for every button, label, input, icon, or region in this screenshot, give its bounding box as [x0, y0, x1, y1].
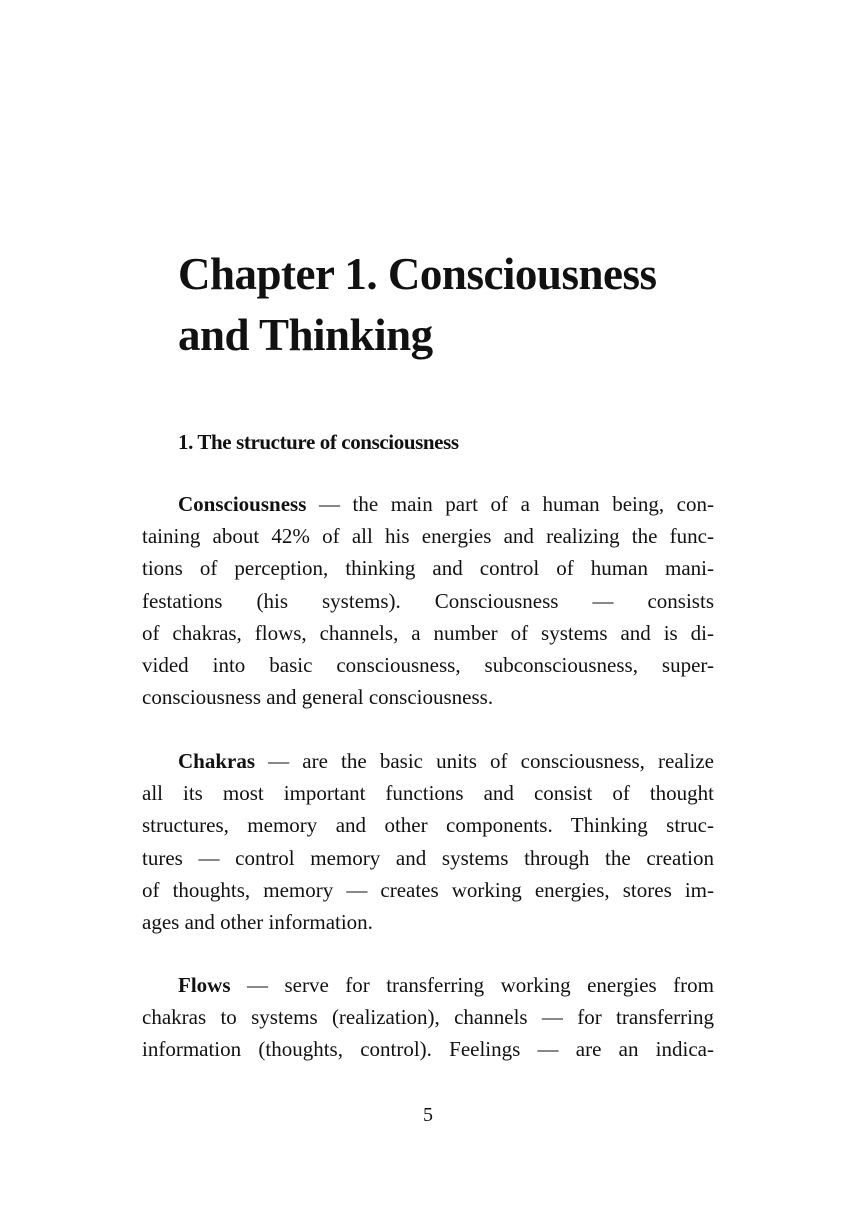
- paragraph-line: [142, 488, 714, 520]
- paragraph-line: chakras to systems (realization), channels — for transferring: [142, 1005, 714, 1030]
- paragraph-line: consciousness and general consciousness.: [142, 685, 494, 710]
- paragraph-line: of chakras, flows, channels, a number of systems and is di-: [142, 620, 714, 645]
- paragraph-line: tures — control memory and systems through the creation: [142, 845, 714, 870]
- paragraph-chakras: [142, 745, 714, 938]
- paragraph-line: [142, 745, 714, 777]
- chapter-title-line-2: and Thinking: [178, 310, 433, 360]
- paragraph-line: all its most important functions and consist of thought: [142, 781, 714, 806]
- paragraph-consciousness: [142, 488, 714, 713]
- term-chakras: Chakras: [178, 749, 256, 773]
- paragraph-line: festations (his systems). Consciousness — consists: [142, 588, 714, 613]
- paragraph-line: [142, 969, 714, 1001]
- chapter-title-line-1: Chapter 1. Consciousness: [178, 249, 657, 299]
- paragraph-line: of thoughts, memory — creates working energies, stores im-: [142, 877, 714, 902]
- paragraph-line: structures, memory and other components. Thinking struc-: [142, 813, 714, 838]
- paragraph-line: taining about 42% of all his energies and realizing the func-: [142, 524, 714, 549]
- paragraph-line: vided into basic consciousness, subconsciousness, super-: [142, 652, 714, 677]
- paragraph-line: ages and other information.: [142, 909, 373, 934]
- section-heading: 1. The structure of consciousness: [178, 430, 459, 454]
- page-number: 5: [423, 1104, 433, 1126]
- paragraph-line: information (thoughts, control). Feelings — are an indica-: [142, 1037, 714, 1062]
- line-text: — the main part of a human being, con-: [306, 492, 714, 516]
- chapter-title: [178, 244, 738, 366]
- term-consciousness: Consciousness: [178, 492, 307, 516]
- paragraph-line: tions of perception, thinking and control of human mani-: [142, 556, 714, 581]
- paragraph-flows: [142, 969, 714, 1066]
- line-text: — are the basic units of consciousness, realize: [255, 749, 714, 773]
- line-text: — serve for transferring working energies from: [230, 973, 714, 997]
- term-flows: Flows: [178, 973, 231, 997]
